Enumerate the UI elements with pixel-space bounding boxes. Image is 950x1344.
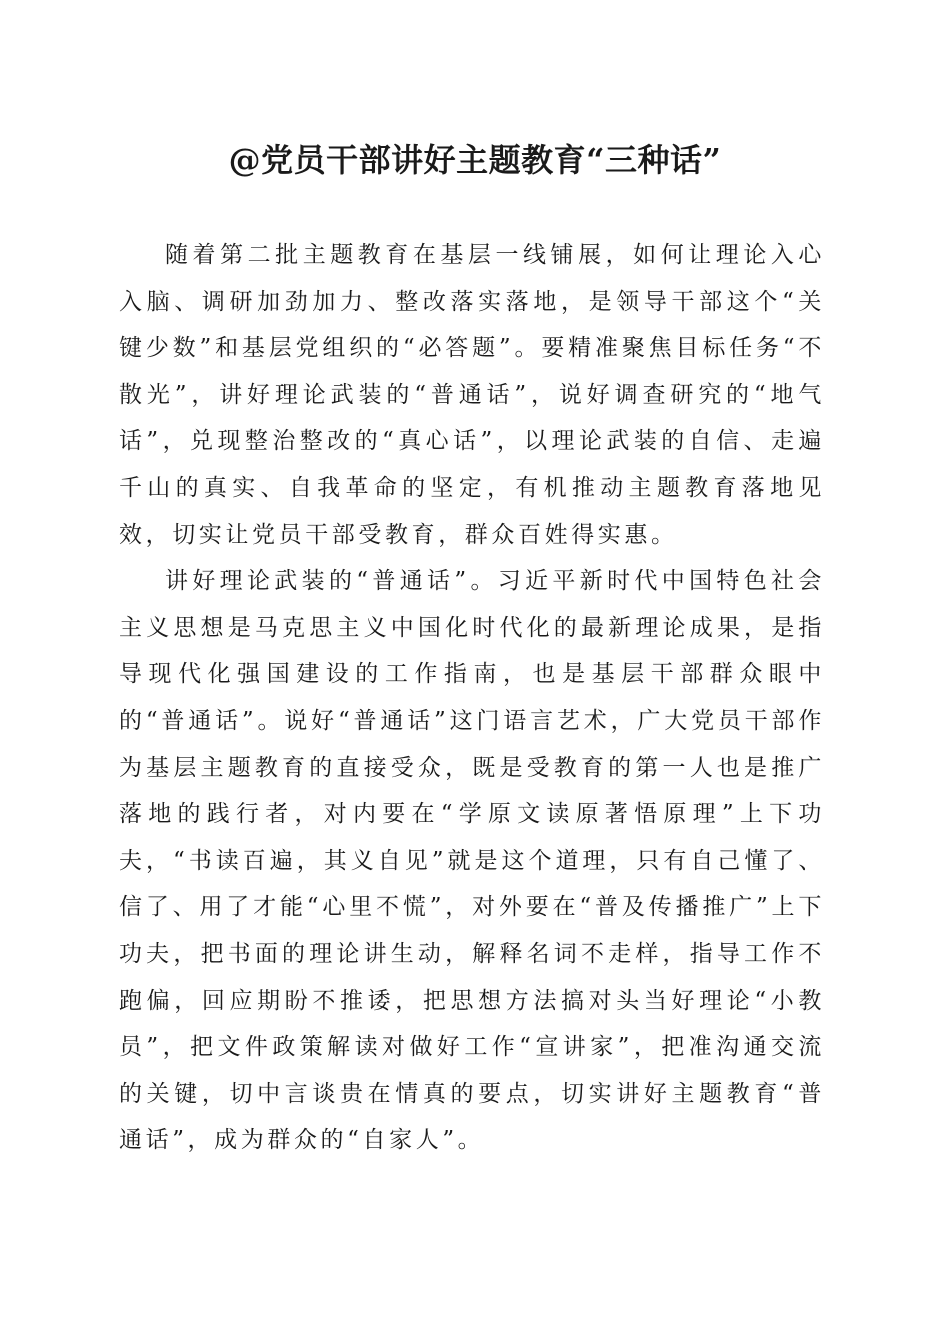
- document-body: [119, 232, 825, 1164]
- paragraph-theory: 讲好理论武装的“普通话”。习近平新时代中国特色社会主义思想是马克思主义中国化时代化的最新理论成果，是指导现代化强国建设的工作指南，也是基层干部群众眼中的“普通话”。说好“普通话”这门语言艺术，广大党员干部作为基层主题教育的直接受众，既是受教育的第一人也是推广落地的践行者，对内要在“学原文读原著悟原理”上下功夫，“书读百遍，其义自见”就是这个道理，只有自己懂了、信了、用了才能“心里不慌”，对外要在“普及传播推广”上下功夫，把书面的理论讲生动，解释名词不走样，指导工作不跑偏，回应期盼不推诿，把思想方法搞对头当好理论“小教员”，把文件政策解读对做好工作“宣讲家”，把准沟通交流的关键，切中言谈贵在情真的要点，切实讲好主题教育“普通话”，成为群众的“自家人”。: [119, 568, 825, 1154]
- paragraph-intro: 随着第二批主题教育在基层一线铺展，如何让理论入心入脑、调研加劲加力、整改落实落地，是领导干部这个“关键少数”和基层党组织的“必答题”。要精准聚焦目标任务“不散光”，讲好理论武装的“普通话”，说好调查研究的“地气话”，兑现整治整改的“真心话”，以理论武装的自信、走遍千山的真实、自我革命的坚定，有机推动主题教育落地见效，切实让党员干部受教育，群众百姓得实惠。: [119, 242, 825, 548]
- document-title: @党员干部讲好主题教育“三种话”: [228, 141, 722, 179]
